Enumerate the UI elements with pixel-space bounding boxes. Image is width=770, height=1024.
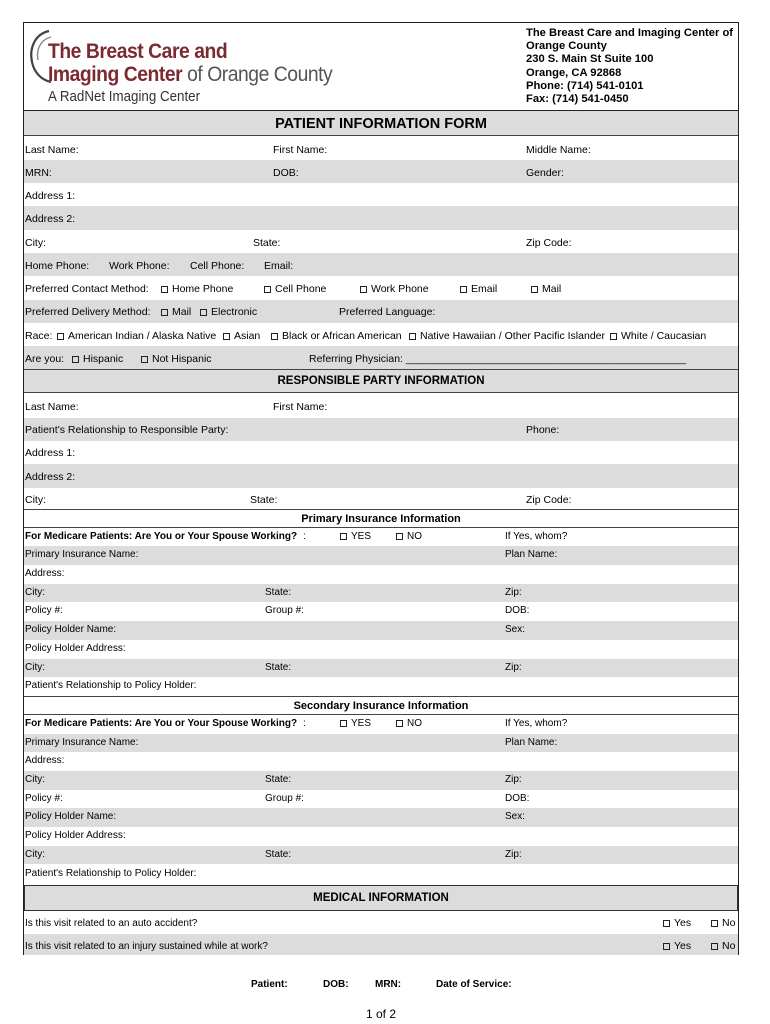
- row-address1: [24, 183, 738, 206]
- pi-insurance-name-label: Primary Insurance Name:: [25, 549, 139, 560]
- work-phone-label: Work Phone:: [109, 260, 170, 272]
- checkbox-icon: [161, 286, 168, 293]
- rp-state-label: State:: [250, 494, 278, 506]
- pi-state-label: State:: [265, 587, 292, 598]
- referring-physician-label: Referring Physician: ________________________________________________: [309, 353, 687, 365]
- address2-label: Address 2:: [25, 213, 76, 225]
- city-label: City:: [25, 237, 46, 249]
- si-holder-name-label: Policy Holder Name:: [25, 811, 117, 822]
- pi-group-label: Group #:: [265, 605, 304, 616]
- rp-city-label: City:: [25, 494, 46, 506]
- logo-line-2-light: of Orange County: [182, 63, 333, 86]
- checkbox-icon: [223, 333, 230, 340]
- footer-mrn-label: MRN:: [375, 979, 402, 990]
- checkbox-icon: [72, 356, 79, 363]
- si-dob-label: DOB:: [505, 793, 530, 804]
- si-city2-label: City:: [25, 849, 45, 860]
- si-row-holder: [24, 808, 738, 827]
- checkbox-icon: [57, 333, 64, 340]
- rp-row-address2: [24, 464, 738, 488]
- responsible-party-title: RESPONSIBLE PARTY INFORMATION: [24, 369, 738, 393]
- footer-dob-label: DOB:: [323, 979, 349, 990]
- auto-accident-no-checkbox[interactable]: No: [711, 917, 735, 929]
- si-no-checkbox[interactable]: NO: [396, 718, 422, 729]
- pi-row-city: [24, 584, 738, 602]
- are-you-label: Are you:: [25, 353, 65, 365]
- si-address-label: Address:: [25, 755, 65, 766]
- pi-row-holder: [24, 621, 738, 640]
- pi-medicare-question: For Medicare Patients: Are You or Your Spouse Working?: [25, 531, 298, 542]
- footer-date-of-service-label: Date of Service:: [436, 979, 512, 990]
- pi-medicare-colon: :: [303, 531, 306, 542]
- race-american-indian-checkbox[interactable]: American Indian / Alaska Native: [57, 330, 216, 342]
- preferred-contact-label: Preferred Contact Method:: [25, 283, 149, 295]
- mrn-label: MRN:: [25, 167, 52, 179]
- home-phone-label: Home Phone:: [25, 260, 90, 272]
- work-injury-question: Is this visit related to an injury sustained while at work?: [25, 941, 268, 952]
- pi-row-policy: [24, 602, 738, 621]
- race-black-checkbox[interactable]: Black or African American: [271, 330, 402, 342]
- facility-name-2: Orange County: [526, 40, 607, 53]
- pi-policy-label: Policy #:: [25, 605, 63, 616]
- rp-first-name-label: First Name:: [273, 401, 328, 413]
- dob-label: DOB:: [273, 167, 299, 179]
- si-city-label: City:: [25, 774, 45, 785]
- footer-patient-label: Patient:: [251, 979, 288, 990]
- checkbox-icon: [200, 309, 207, 316]
- si-holder-address-label: Policy Holder Address:: [25, 830, 126, 841]
- si-plan-name-label: Plan Name:: [505, 737, 558, 748]
- rp-address2-label: Address 2:: [25, 471, 76, 483]
- row-mrn: [24, 160, 738, 183]
- si-row-policy: [24, 790, 738, 808]
- not-hispanic-checkbox[interactable]: Not Hispanic: [141, 353, 212, 365]
- pi-address-label: Address:: [25, 568, 65, 579]
- si-if-yes-label: If Yes, whom?: [505, 718, 568, 729]
- pi-plan-name-label: Plan Name:: [505, 549, 558, 560]
- rp-zip-label: Zip Code:: [526, 494, 572, 506]
- si-relationship-label: Patient's Relationship to Policy Holder:: [25, 868, 197, 879]
- row-address2: [24, 206, 738, 230]
- last-name-label: Last Name:: [25, 144, 79, 156]
- rp-row-city: [24, 488, 738, 509]
- row-city: [24, 230, 738, 253]
- checkbox-icon: [396, 720, 403, 727]
- checkbox-icon: [396, 533, 403, 540]
- logo-line-2-bold: Imaging Center: [48, 63, 183, 86]
- rp-last-name-label: Last Name:: [25, 401, 79, 413]
- page-number: 1 of 2: [366, 1007, 397, 1021]
- pi-holder-address-label: Policy Holder Address:: [25, 643, 126, 654]
- rp-row-name: [24, 394, 738, 418]
- si-row-city: [24, 771, 738, 790]
- pi-zip-label: Zip:: [505, 587, 522, 598]
- checkbox-icon: [663, 943, 670, 950]
- preferred-delivery-label: Preferred Delivery Method:: [25, 306, 151, 318]
- race-asian-checkbox[interactable]: Asian: [223, 330, 260, 342]
- primary-insurance-title: Primary Insurance Information: [24, 509, 738, 528]
- si-row-city2: [24, 846, 738, 864]
- hispanic-checkbox[interactable]: Hispanic: [72, 353, 123, 365]
- first-name-label: First Name:: [273, 144, 328, 156]
- si-row-address: [24, 752, 738, 771]
- work-injury-no-checkbox[interactable]: No: [711, 940, 735, 952]
- facility-city: Orange, CA 92868: [526, 66, 622, 79]
- si-policy-label: Policy #:: [25, 793, 63, 804]
- pi-state2-label: State:: [265, 662, 292, 673]
- pi-sex-label: Sex:: [505, 624, 526, 635]
- checkbox-icon: [663, 920, 670, 927]
- checkbox-icon: [711, 920, 718, 927]
- si-sex-label: Sex:: [505, 811, 526, 822]
- race-label: Race:: [25, 330, 53, 342]
- checkbox-icon: [360, 286, 367, 293]
- checkbox-icon: [409, 333, 416, 340]
- cell-phone-label: Cell Phone:: [190, 260, 245, 272]
- auto-accident-yes-checkbox[interactable]: Yes: [663, 917, 691, 929]
- auto-accident-question: Is this visit related to an auto accident?: [25, 918, 198, 929]
- si-medicare-question: For Medicare Patients: Are You or Your Spouse Working?: [25, 718, 298, 729]
- delivery-electronic-checkbox[interactable]: Electronic: [200, 306, 257, 318]
- checkbox-icon: [711, 943, 718, 950]
- si-zip2-label: Zip:: [505, 849, 522, 860]
- si-row-holder-address: [24, 827, 738, 846]
- rp-phone-label: Phone:: [526, 424, 560, 436]
- checkbox-icon: [610, 333, 617, 340]
- rp-relationship-label: Patient's Relationship to Responsible Party:: [25, 424, 229, 436]
- race-pacific-islander-checkbox[interactable]: Native Hawaiian / Other Pacific Islander: [409, 330, 605, 342]
- facility-fax: Fax: (714) 541-0450: [526, 93, 629, 106]
- middle-name-label: Middle Name:: [526, 144, 591, 156]
- si-state-label: State:: [265, 774, 292, 785]
- logo-line-1: The Breast Care and: [48, 40, 228, 63]
- address1-label: Address 1:: [25, 190, 76, 202]
- checkbox-icon: [141, 356, 148, 363]
- si-group-label: Group #:: [265, 793, 304, 804]
- medical-info-title: MEDICAL INFORMATION: [24, 885, 738, 911]
- pi-row-address: [24, 565, 738, 584]
- rp-row-address1: [24, 441, 738, 464]
- state-label: State:: [253, 237, 281, 249]
- pi-if-yes-label: If Yes, whom?: [505, 531, 568, 542]
- pi-relationship-label: Patient's Relationship to Policy Holder:: [25, 680, 197, 691]
- pi-holder-name-label: Policy Holder Name:: [25, 624, 117, 635]
- checkbox-icon: [531, 286, 538, 293]
- delivery-mail-checkbox[interactable]: Mail: [161, 306, 191, 318]
- contact-email-checkbox[interactable]: Email: [460, 283, 497, 295]
- contact-work-phone-checkbox[interactable]: Work Phone: [360, 283, 429, 295]
- si-zip-label: Zip:: [505, 774, 522, 785]
- pi-zip2-label: Zip:: [505, 662, 522, 673]
- preferred-language-label: Preferred Language:: [339, 306, 436, 318]
- checkbox-icon: [264, 286, 271, 293]
- logo-line-3: A RadNet Imaging Center: [48, 89, 201, 105]
- pi-dob-label: DOB:: [505, 605, 530, 616]
- contact-home-phone-checkbox[interactable]: Home Phone: [161, 283, 233, 295]
- pi-yes-checkbox[interactable]: YES: [340, 531, 371, 542]
- si-state2-label: State:: [265, 849, 292, 860]
- facility-street: 230 S. Main St Suite 100: [526, 53, 654, 66]
- row-name: [24, 137, 738, 160]
- checkbox-icon: [340, 720, 347, 727]
- contact-mail-checkbox[interactable]: Mail: [531, 283, 561, 295]
- pi-city-label: City:: [25, 587, 45, 598]
- facility-name-1: The Breast Care and Imaging Center of: [526, 27, 734, 39]
- si-insurance-name-label: Primary Insurance Name:: [25, 737, 139, 748]
- checkbox-icon: [161, 309, 168, 316]
- rp-address1-label: Address 1:: [25, 447, 76, 459]
- checkbox-icon: [340, 533, 347, 540]
- race-white-checkbox[interactable]: White / Caucasian: [610, 330, 706, 342]
- form-title: PATIENT INFORMATION FORM: [24, 110, 738, 136]
- email-label: Email:: [264, 260, 294, 272]
- facility-phone: Phone: (714) 541-0101: [526, 79, 644, 92]
- contact-cell-phone-checkbox[interactable]: Cell Phone: [264, 283, 326, 295]
- pi-no-checkbox[interactable]: NO: [396, 531, 422, 542]
- pi-city2-label: City:: [25, 662, 45, 673]
- si-medicare-colon: :: [303, 718, 306, 729]
- checkbox-icon: [460, 286, 467, 293]
- checkbox-icon: [271, 333, 278, 340]
- pi-row-city2: [24, 659, 738, 677]
- si-yes-checkbox[interactable]: YES: [340, 718, 371, 729]
- secondary-insurance-title: Secondary Insurance Information: [24, 696, 738, 715]
- pi-row-holder-address: [24, 640, 738, 659]
- zip-label: Zip Code:: [526, 237, 572, 249]
- work-injury-yes-checkbox[interactable]: Yes: [663, 940, 691, 952]
- gender-label: Gender:: [526, 167, 564, 179]
